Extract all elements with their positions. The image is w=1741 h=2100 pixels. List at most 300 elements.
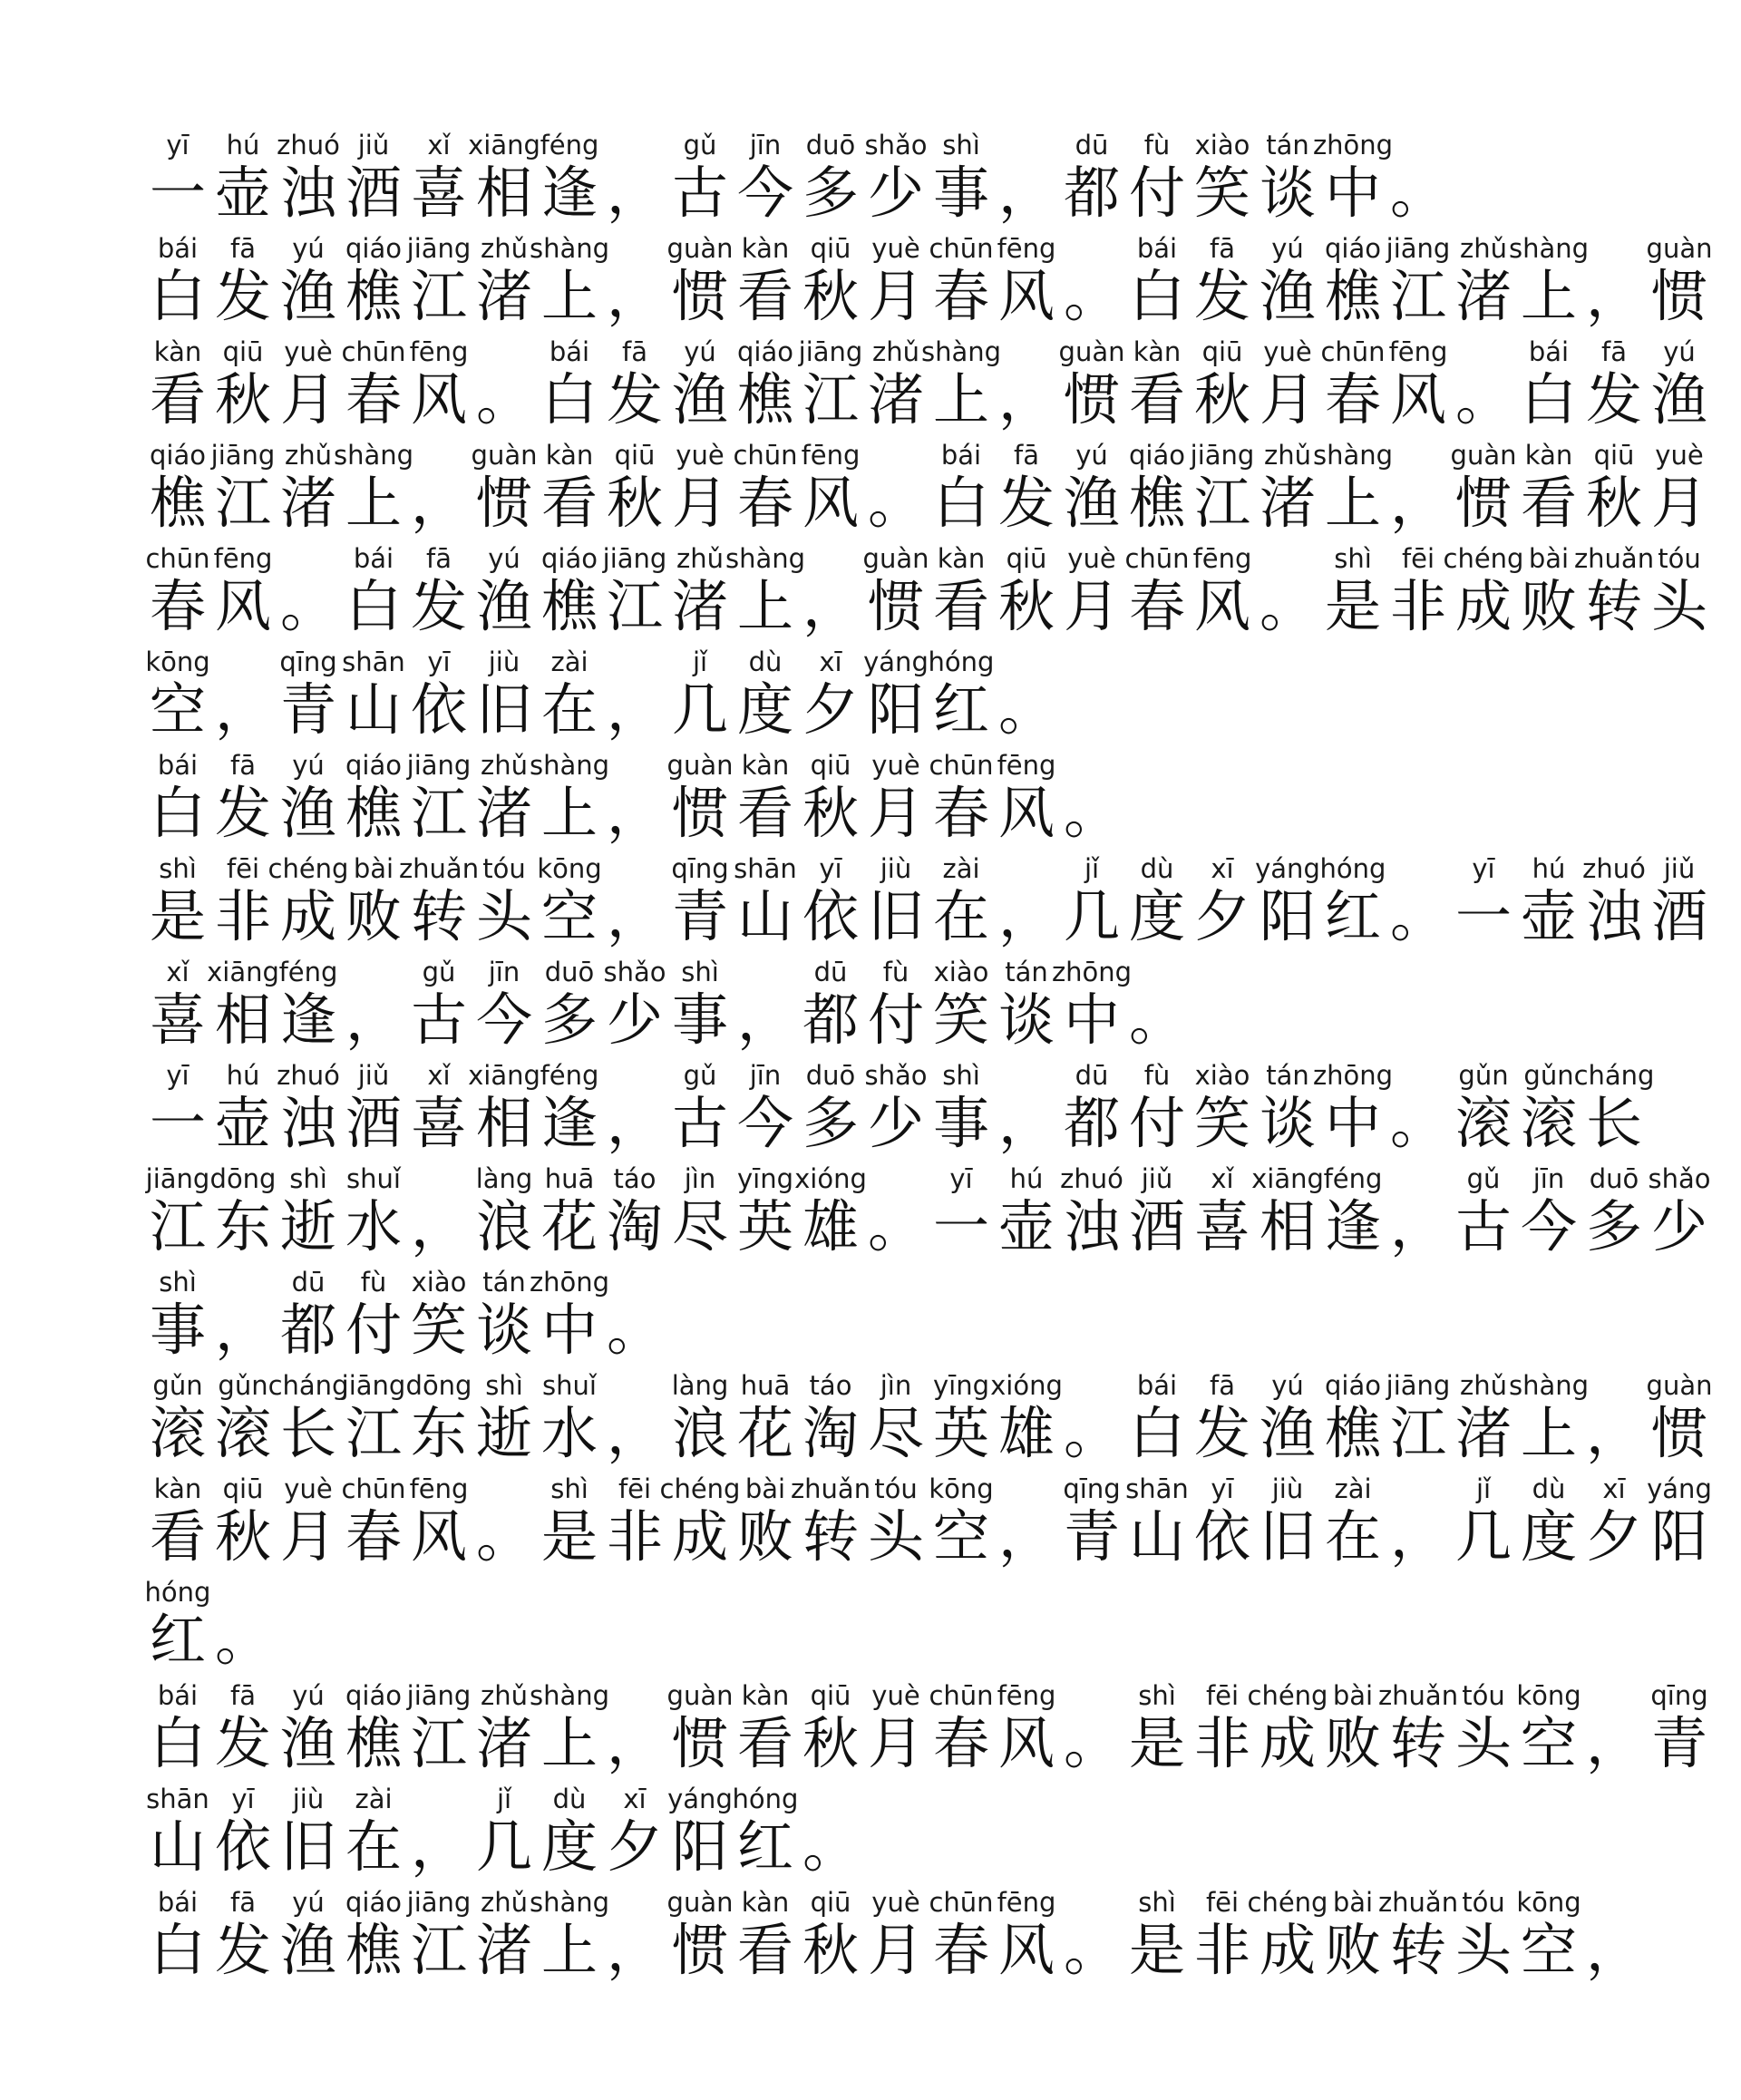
hanzi: 秋	[606, 470, 663, 536]
hanzi: 旧	[1259, 1503, 1316, 1570]
pinyin: qiáo	[541, 543, 598, 574]
pinyin: yī	[427, 647, 451, 677]
pinyin: kàn	[545, 440, 594, 471]
hanzi: 付	[1128, 1090, 1185, 1156]
character-cell	[1124, 334, 1190, 437]
hanzi: ，	[997, 1503, 1055, 1570]
hanzi: 水	[540, 1400, 598, 1466]
paragraph	[145, 1367, 1712, 1677]
character-cell	[276, 437, 341, 540]
pinyin: bái	[157, 1680, 199, 1711]
hanzi: 水	[345, 1193, 402, 1259]
pinyin: guàn	[666, 1680, 734, 1711]
character-cell	[863, 127, 929, 230]
pinyin: tóu	[1658, 543, 1701, 574]
character-cell	[929, 127, 994, 230]
pinyin: jīn	[749, 130, 782, 160]
pinyin: kàn	[153, 1473, 202, 1504]
character-cell	[667, 437, 733, 540]
pinyin: kàn	[741, 1680, 790, 1711]
pinyin: fù	[882, 957, 909, 987]
pinyin: yuè	[871, 1887, 920, 1918]
pinyin: xī	[819, 647, 842, 677]
hanzi: 秋	[214, 366, 271, 433]
pinyin: qiáo	[737, 336, 793, 367]
pinyin: fā	[426, 543, 452, 574]
hanzi: 依	[214, 1813, 271, 1880]
pinyin: yú	[1075, 440, 1108, 471]
pinyin: xī	[1211, 853, 1234, 884]
character-cell	[1581, 1367, 1647, 1471]
hanzi: 樵	[1128, 470, 1185, 536]
pinyin: fā	[230, 1680, 256, 1711]
hanzi: 逝	[279, 1193, 336, 1259]
hanzi: 依	[1193, 1503, 1250, 1570]
character-cell	[1508, 230, 1590, 334]
text-line	[145, 127, 1451, 230]
pinyin: chūn	[733, 440, 798, 471]
character-cell	[929, 851, 994, 954]
pinyin: jiāng	[1190, 440, 1255, 471]
character-cell	[1312, 1057, 1394, 1161]
hanzi: 壶	[1520, 883, 1577, 949]
hanzi: 是	[540, 1503, 598, 1570]
hanzi: 花	[540, 1193, 598, 1259]
pinyin: gǔn	[1523, 1060, 1574, 1091]
character-cell	[1320, 1677, 1386, 1781]
hanzi: 樵	[149, 470, 206, 536]
hanzi: 都	[1063, 160, 1120, 226]
pinyin: yáng	[863, 647, 929, 677]
character-cell	[276, 230, 341, 334]
text-line	[145, 1057, 1712, 1161]
pinyin: hú	[226, 1060, 260, 1091]
pinyin: kōng	[145, 647, 210, 677]
character-cell	[472, 437, 537, 540]
hanzi: 白	[345, 573, 402, 639]
character-cell	[1124, 1884, 1190, 1988]
text-line	[145, 1367, 1712, 1471]
hanzi: 月	[1063, 573, 1120, 639]
pinyin: xióng	[794, 1163, 867, 1194]
hanzi: 月	[279, 1503, 336, 1570]
character-cell	[468, 1057, 540, 1161]
hanzi: 。	[867, 470, 924, 536]
character-cell	[1516, 1884, 1581, 1988]
pinyin: yú	[292, 750, 325, 781]
character-cell	[1573, 1057, 1655, 1161]
hanzi: 上	[540, 263, 598, 329]
hanzi: 长	[1585, 1090, 1642, 1156]
character-cell	[1059, 127, 1124, 230]
character-cell	[667, 540, 733, 644]
hanzi: 逢	[540, 1090, 598, 1156]
pinyin: guàn	[666, 1887, 734, 1918]
character-cell	[406, 230, 472, 334]
character-cell	[1320, 334, 1386, 437]
character-cell	[1124, 954, 1190, 1057]
character-cell	[1386, 1057, 1451, 1161]
pinyin: chéng	[1247, 1887, 1328, 1918]
text-line	[145, 1574, 1712, 1677]
pinyin: xiào	[1194, 130, 1250, 160]
hanzi: 败	[1324, 1917, 1381, 1983]
character-cell	[1451, 1161, 1516, 1264]
hanzi: 渔	[1259, 263, 1316, 329]
hanzi: 夕	[802, 676, 859, 743]
character-cell	[472, 1264, 537, 1367]
pinyin: zài	[355, 1784, 393, 1814]
hanzi: 红	[1324, 883, 1381, 949]
hanzi: 。	[1454, 366, 1512, 433]
character-cell	[472, 644, 537, 747]
hanzi: 度	[540, 1813, 598, 1880]
character-cell	[863, 851, 929, 954]
character-cell	[1059, 1884, 1124, 1988]
character-cell	[863, 644, 929, 747]
hanzi: 一	[932, 1193, 989, 1259]
hanzi: 渚	[475, 780, 532, 846]
character-cell	[529, 747, 610, 851]
hanzi: 渚	[1454, 263, 1512, 329]
hanzi: 夕	[1193, 883, 1250, 949]
hanzi: 逢	[1324, 1193, 1381, 1259]
character-cell	[1190, 1471, 1255, 1574]
hanzi: 阳	[867, 676, 924, 743]
hanzi: 发	[997, 470, 1055, 536]
character-cell	[994, 540, 1059, 644]
character-cell	[994, 644, 1059, 747]
character-cell	[472, 1677, 537, 1781]
hanzi: 青	[1063, 1503, 1120, 1570]
hanzi: 逢	[540, 160, 598, 226]
hanzi: 成	[1259, 1917, 1316, 1983]
hanzi: 樵	[345, 1710, 402, 1776]
character-cell	[994, 230, 1059, 334]
hanzi: 成	[671, 1503, 728, 1570]
pinyin: fēi	[618, 1473, 652, 1504]
hanzi: 谈	[475, 1297, 532, 1363]
pinyin: xiāng	[1251, 1163, 1324, 1194]
pinyin: guàn	[1646, 1370, 1713, 1401]
pinyin: yú	[1271, 1370, 1304, 1401]
character-cell	[472, 230, 537, 334]
character-cell	[667, 851, 733, 954]
pinyin: qīng	[1063, 1473, 1121, 1504]
hanzi: ，	[997, 366, 1055, 433]
pinyin: tóu	[874, 1473, 918, 1504]
hanzi: 成	[1454, 573, 1512, 639]
hanzi: 笑	[1193, 1090, 1250, 1156]
pinyin: shàng	[1508, 233, 1590, 264]
character-cell	[798, 851, 863, 954]
pinyin: fā	[622, 336, 647, 367]
hanzi: 惯	[671, 263, 728, 329]
pinyin: táo	[613, 1163, 657, 1194]
hanzi: ，	[606, 263, 663, 329]
character-cell	[1516, 1161, 1581, 1264]
character-cell	[472, 1781, 537, 1884]
hanzi: 。	[1128, 987, 1185, 1053]
hanzi: 春	[149, 573, 206, 639]
pinyin: yuè	[284, 1473, 333, 1504]
pinyin: fù	[360, 1267, 387, 1298]
character-cell	[863, 1884, 929, 1988]
pinyin: yuè	[1067, 543, 1116, 574]
pinyin: zhuǎn	[398, 853, 480, 884]
hanzi: 笑	[932, 987, 989, 1053]
pinyin: xióng	[990, 1370, 1063, 1401]
pinyin: shǎo	[1648, 1163, 1711, 1194]
hanzi: 上	[1520, 1400, 1577, 1466]
character-cell	[210, 644, 276, 747]
hanzi: ，	[1585, 1400, 1642, 1466]
character-cell	[667, 127, 733, 230]
character-cell	[994, 334, 1059, 437]
hanzi: 一	[149, 1090, 206, 1156]
character-cell	[1059, 1677, 1124, 1781]
character-cell	[1059, 747, 1124, 851]
hanzi: 看	[932, 573, 989, 639]
character-cell	[276, 1781, 341, 1884]
pinyin: fā	[230, 1887, 256, 1918]
character-cell	[798, 127, 863, 230]
hanzi: 上	[540, 780, 598, 846]
character-cell	[1386, 437, 1451, 540]
pinyin: qiū	[222, 1473, 264, 1504]
hanzi: 渔	[279, 1917, 336, 1983]
pinyin: xī	[623, 1784, 647, 1814]
hanzi: 今	[736, 1090, 793, 1156]
character-cell	[1386, 127, 1451, 230]
character-cell	[1451, 851, 1516, 954]
character-cell	[667, 1057, 733, 1161]
pinyin: jǐ	[692, 647, 708, 677]
character-cell	[1516, 1057, 1581, 1161]
character-cell	[341, 127, 406, 230]
character-cell	[529, 1884, 610, 1988]
hanzi: 江	[410, 780, 467, 846]
character-cell	[929, 1367, 994, 1471]
character-cell	[733, 747, 798, 851]
character-cell	[145, 334, 210, 437]
character-cell	[602, 1781, 667, 1884]
pinyin: shì	[550, 1473, 588, 1504]
pinyin: bái	[353, 543, 394, 574]
character-cell	[798, 1057, 863, 1161]
hanzi: 逢	[279, 987, 336, 1053]
character-cell	[145, 1677, 210, 1781]
character-cell	[537, 1057, 602, 1161]
hanzi: 渚	[1259, 470, 1316, 536]
pinyin: gǔn	[1458, 1060, 1509, 1091]
hanzi: 风	[1193, 573, 1250, 639]
hanzi: 樵	[1324, 1400, 1381, 1466]
character-cell	[406, 334, 472, 437]
hanzi: 在	[345, 1813, 402, 1880]
pinyin: guàn	[1646, 233, 1713, 264]
hanzi: 发	[410, 573, 467, 639]
hanzi: 发	[1193, 1400, 1250, 1466]
text-line	[145, 1781, 1712, 1884]
hanzi: ，	[802, 573, 859, 639]
character-cell	[341, 747, 406, 851]
hanzi: 秋	[1585, 470, 1642, 536]
pinyin: yī	[1472, 853, 1495, 884]
hanzi: 夕	[1585, 1503, 1642, 1570]
character-cell	[1190, 1057, 1255, 1161]
hanzi: 春	[345, 366, 402, 433]
pinyin: fēng	[997, 1887, 1056, 1918]
pinyin: jiāng	[406, 1680, 472, 1711]
hanzi: 少	[606, 987, 663, 1053]
hanzi: 依	[410, 676, 467, 743]
hanzi: 江	[1193, 470, 1250, 536]
character-cell	[994, 851, 1059, 954]
character-cell	[863, 334, 929, 437]
character-cell	[210, 1884, 276, 1988]
character-cell	[994, 954, 1059, 1057]
pinyin: kàn	[1133, 336, 1182, 367]
hanzi: 上	[345, 470, 402, 536]
character-cell	[733, 1161, 798, 1264]
character-cell	[929, 1057, 994, 1161]
pinyin: tán	[482, 1267, 526, 1298]
pinyin: guàn	[666, 233, 734, 264]
character-cell	[1451, 1884, 1516, 1988]
character-cell	[929, 747, 994, 851]
hanzi: 风	[410, 1503, 467, 1570]
character-cell	[1124, 1471, 1190, 1574]
pinyin: xiāng	[468, 130, 540, 160]
character-cell	[1581, 1161, 1647, 1264]
hanzi: 风	[997, 780, 1055, 846]
character-cell	[1386, 1161, 1451, 1264]
character-cell	[863, 437, 929, 540]
hanzi: 。	[1389, 883, 1446, 949]
hanzi: ，	[1585, 263, 1642, 329]
character-cell	[929, 437, 994, 540]
pinyin: qiáo	[345, 1887, 402, 1918]
pinyin: bài	[1332, 1887, 1374, 1918]
hanzi: 月	[1259, 366, 1316, 433]
hanzi: 英	[736, 1193, 793, 1259]
hanzi: 淘	[802, 1400, 859, 1466]
hanzi: 。	[1063, 263, 1120, 329]
pinyin: xiāng	[207, 957, 279, 987]
hanzi: 红	[736, 1813, 793, 1880]
hanzi: 几	[475, 1813, 532, 1880]
character-cell	[210, 1161, 276, 1264]
hanzi: 壶	[997, 1193, 1055, 1259]
hanzi: 惯	[671, 1917, 728, 1983]
character-cell	[1124, 851, 1190, 954]
pinyin: zhǔ	[481, 1887, 528, 1918]
character-cell	[276, 1884, 341, 1988]
character-cell	[210, 747, 276, 851]
hanzi: 头	[1454, 1917, 1512, 1983]
pinyin: chéng	[1247, 1680, 1328, 1711]
hanzi: 中	[1324, 1090, 1381, 1156]
hanzi: 喜	[410, 1090, 467, 1156]
hanzi: 风	[1389, 366, 1446, 433]
pinyin: yuè	[871, 1680, 920, 1711]
pinyin: yú	[488, 543, 520, 574]
pinyin: jiù	[292, 1784, 325, 1814]
character-cell	[207, 954, 279, 1057]
hanzi: 看	[149, 366, 206, 433]
pinyin: fā	[230, 750, 256, 781]
hanzi: 渔	[279, 263, 336, 329]
character-cell	[602, 540, 667, 644]
character-cell	[1190, 334, 1255, 437]
hanzi: 滚	[214, 1400, 271, 1466]
hanzi: 红	[149, 1607, 206, 1673]
character-cell	[667, 334, 733, 437]
character-cell	[994, 1884, 1059, 1988]
character-cell	[406, 127, 472, 230]
character-cell	[210, 1677, 276, 1781]
text-line	[145, 644, 1712, 747]
pinyin: zhǔ	[1460, 1370, 1507, 1401]
hanzi: 山	[149, 1813, 206, 1880]
hanzi: 多	[540, 987, 598, 1053]
hanzi: 在	[932, 883, 989, 949]
character-cell	[1059, 230, 1124, 334]
character-cell	[1190, 1884, 1255, 1988]
pinyin: shān	[342, 647, 405, 677]
character-cell	[1059, 1471, 1124, 1574]
character-cell	[145, 1781, 210, 1884]
character-cell	[602, 1471, 667, 1574]
hanzi: 渚	[475, 1917, 532, 1983]
character-cell	[863, 1057, 929, 1161]
character-cell	[276, 954, 341, 1057]
pinyin: huā	[544, 1163, 595, 1194]
pinyin: làng	[671, 1370, 729, 1401]
pinyin: bái	[1136, 1370, 1178, 1401]
pinyin: jiǔ	[357, 1060, 390, 1091]
pinyin: zhuǎn	[1573, 543, 1655, 574]
character-cell	[406, 1471, 472, 1574]
pinyin: zhuǎn	[1377, 1887, 1459, 1918]
pinyin: zhǔ	[481, 1680, 528, 1711]
hanzi: 。	[606, 1297, 663, 1363]
pinyin: hóng	[928, 647, 995, 677]
character-cell	[602, 747, 667, 851]
character-cell	[210, 1264, 276, 1367]
pinyin: tán	[1266, 130, 1309, 160]
hanzi: 败	[345, 883, 402, 949]
hanzi: 今	[736, 160, 793, 226]
character-cell	[1255, 540, 1320, 644]
character-cell	[733, 1884, 798, 1988]
hanzi: 喜	[149, 987, 206, 1053]
pinyin: qiū	[810, 1887, 851, 1918]
pinyin: dōng	[405, 1370, 472, 1401]
paragraph	[145, 851, 1712, 1057]
hanzi: 依	[802, 883, 859, 949]
character-cell	[1647, 230, 1712, 334]
hanzi: 白	[149, 263, 206, 329]
pinyin: shàng	[529, 233, 610, 264]
hanzi: 酒	[1128, 1193, 1185, 1259]
pinyin: fù	[1143, 130, 1171, 160]
character-cell	[145, 747, 210, 851]
pinyin: chūn	[929, 750, 994, 781]
pinyin: yáng	[667, 1784, 733, 1814]
character-cell	[790, 1471, 871, 1574]
